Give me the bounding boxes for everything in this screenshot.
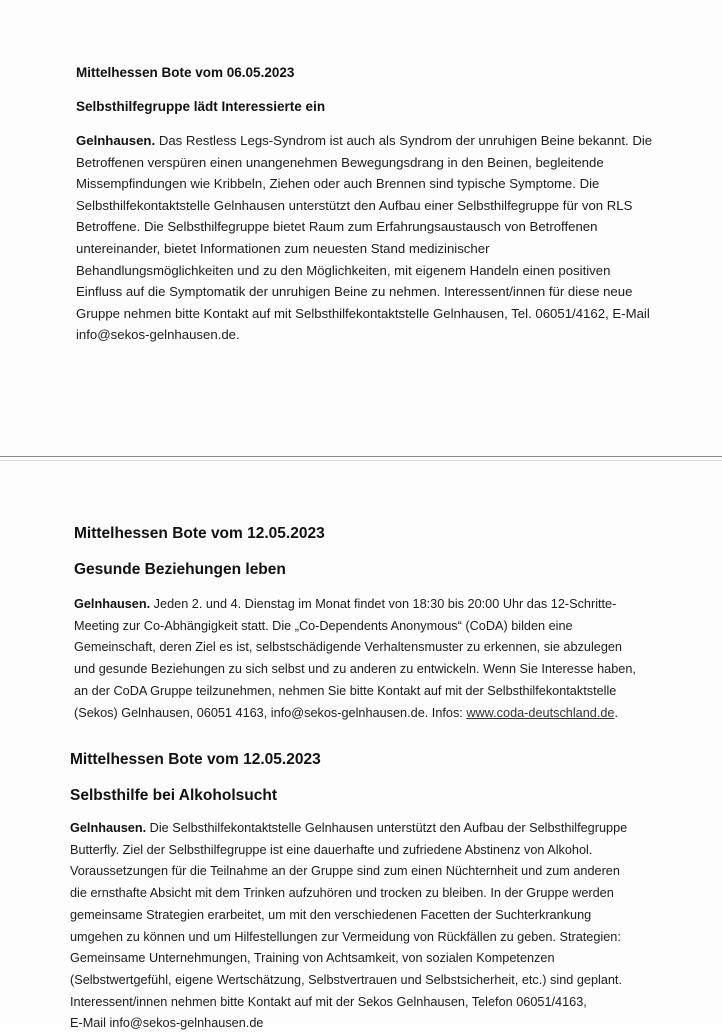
body-line: Butterfly. Ziel der Selbsthilfegruppe ist eine dauerhafte und zufriedene Abstinenz von Alkohol.: [70, 842, 593, 857]
article-rls: [76, 64, 672, 346]
body-line: (Selbstwertgefühl, eigene Wertschätzung, Selbstvertrauen und Selbstsicherheit, etc.) sind geplant.: [70, 972, 622, 987]
article-body: [76, 130, 672, 346]
body-line: Interessent/innen nehmen bitte Kontakt auf mit der Sekos Gelnhausen, Telefon 06051/4163,: [70, 994, 587, 1009]
body-line: Gelnhausen. Die Selbsthilfekontaktstelle Gelnhausen unterstützt den Aufbau der Selbsthilfegruppe: [70, 821, 628, 835]
article-coda: [74, 524, 674, 724]
body-line: (Sekos) Gelnhausen, 06051 4163, info@sekos-gelnhausen.de. Infos: www.coda-deutschland.de.: [74, 705, 619, 720]
article-body: [74, 594, 674, 724]
article-source: Mittelhessen Bote vom 12.05.2023: [74, 525, 325, 542]
article-headline: Selbsthilfe bei Alkoholsucht: [70, 787, 277, 804]
body-line: info@sekos-gelnhausen.de.: [76, 327, 240, 343]
cut-line-shadow: [0, 460, 722, 461]
body-line: Gemeinsame Unternehmungen, Training von Achtsamkeit, von sozialen Kompetenzen: [70, 951, 555, 966]
dateline: Gelnhausen.: [76, 133, 156, 148]
body-line: Meeting zur Co-Abhängigkeit statt. Die „Co-Dependents Anonymous“ (CoDA) bilden eine: [74, 618, 573, 633]
body-line: untereinander, bietet Informationen zum neuesten Stand medizinischer: [76, 240, 490, 256]
article-source: Mittelhessen Bote vom 12.05.2023: [70, 751, 321, 768]
body-line: gemeinsame Strategien erarbeitet, um mit den verschiedenen Facetten der Suchterkrankung: [70, 907, 592, 922]
body-line: Betroffene. Die Selbsthilfegruppe bietet Raum zum Erfahrungsaustausch von Betroffenen: [76, 219, 598, 235]
article-source: Mittelhessen Bote vom 06.05.2023: [76, 65, 295, 80]
body-line: Missempfindungen wie Kribbeln, Ziehen oder auch Brennen sind typische Symptome. Die: [76, 176, 600, 192]
article-headline: Selbsthilfegruppe lädt Interessierte ein: [76, 99, 326, 114]
cut-line-divider: [0, 456, 722, 457]
article-headline: Gesunde Beziehungen leben: [74, 561, 286, 578]
article-body: [70, 818, 676, 1035]
coda-website-link[interactable]: www.coda-deutschland.de: [466, 705, 615, 720]
article-alcohol: [70, 750, 676, 1035]
body-line: Gelnhausen. Das Restless Legs-Syndrom ist auch als Syndrom der unruhigen Beine bekannt. Die: [76, 133, 653, 148]
body-line: Gelnhausen. Jeden 2. und 4. Dienstag im Monat findet von 18:30 bis 20:00 Uhr das 12-Schritte-: [74, 597, 617, 611]
dateline: Gelnhausen.: [70, 821, 147, 835]
body-line: Voraussetzungen für die Teilnahme an der Gruppe sind zum einen Nüchternheit und zum anderen: [70, 864, 620, 879]
body-line: und gesunde Beziehungen zu sich selbst und zu anderen zu entwickeln. Wenn Sie Interesse haben,: [74, 662, 636, 677]
body-line: Behandlungsmöglichkeiten und zu den Möglichkeiten, mit eigenem Handeln einen positiven: [76, 262, 611, 278]
body-line: Einfluss auf die Symptomatik der unruhigen Beine zu nehmen. Interessent/innen für diese neue: [76, 284, 633, 300]
body-line: umgehen zu können und um Hilfestellungen zur Vermeidung von Rückfällen zu geben. Strategien:: [70, 929, 621, 944]
body-line: die ernsthafte Absicht mit dem Trinken aufzuhören und trocken zu bleiben. In der Gruppe werden: [70, 886, 614, 901]
body-line: E-Mail info@sekos-gelnhausen.de: [70, 1016, 264, 1031]
body-line: Gruppe nehmen bitte Kontakt auf mit Selbsthilfekontaktstelle Gelnhausen, Tel. 06051/4162, E-Mail: [76, 305, 650, 321]
body-line: Betroffenen verspüren einen unangenehmen Bewegungsdrang in den Beinen, begleitende: [76, 154, 604, 170]
body-line: Selbsthilfekontaktstelle Gelnhausen unterstützt den Aufbau einer Selbsthilfegruppe für von RLS: [76, 197, 633, 213]
body-line: Gemeinschaft, deren Ziel es ist, selbstschädigende Verhaltensmuster zu erkennen, sie abzulegen: [74, 640, 622, 655]
body-line: an der CoDA Gruppe teilzunehmen, nehmen Sie bitte Kontakt auf mit der Selbsthilfekontaktstelle: [74, 683, 617, 698]
dateline: Gelnhausen.: [74, 597, 151, 611]
